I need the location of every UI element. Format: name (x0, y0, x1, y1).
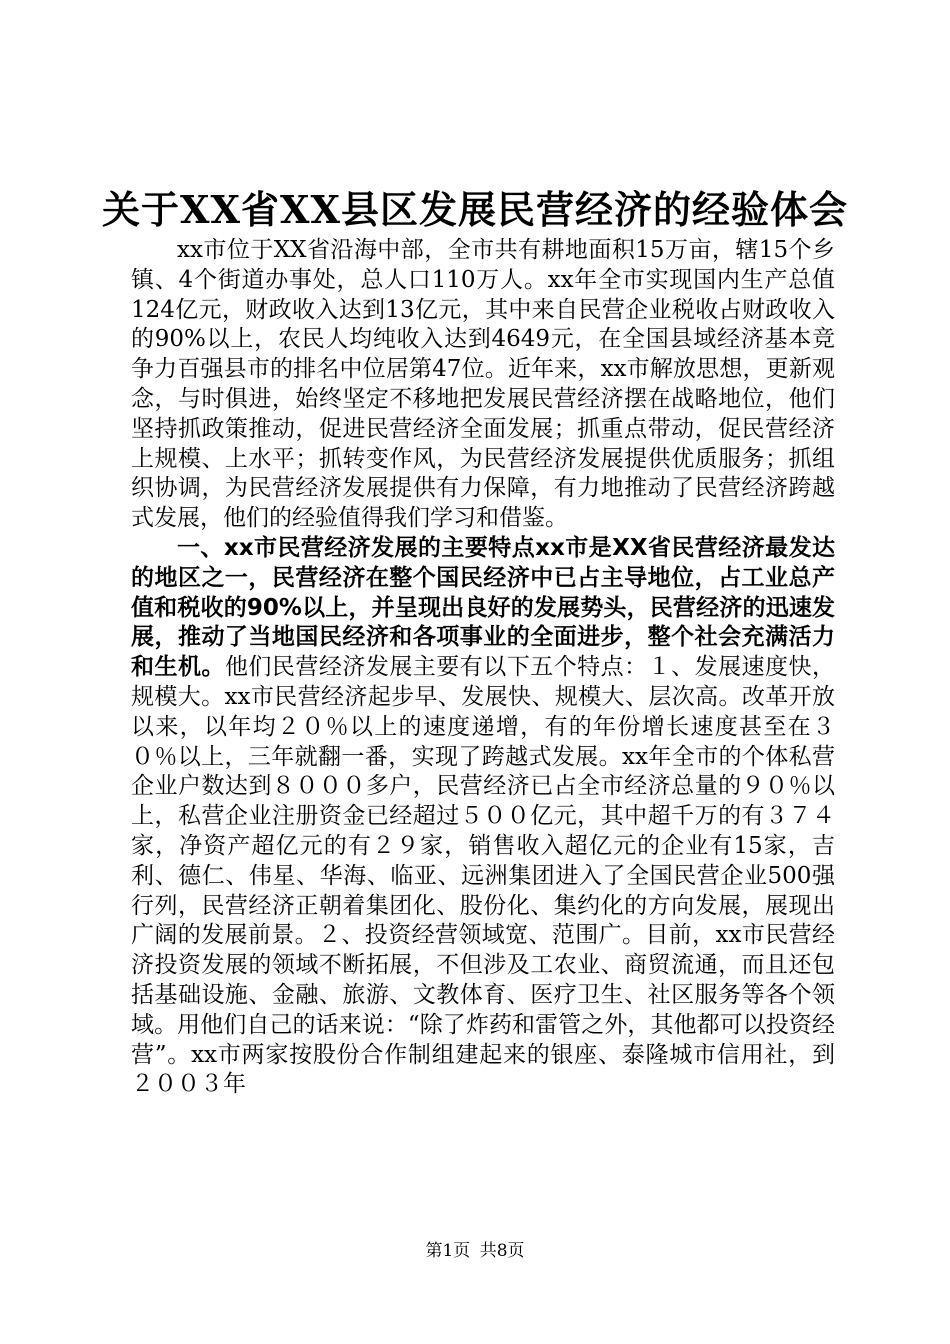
section-one-paragraph (131, 534, 835, 1100)
intro-paragraph: xx市位于XX省沿海中部，全市共有耕地面积15万亩，辖15个乡镇、4个街道办事处，总人口110万人。xx年全市实现国内生产总值124亿元，财政收入达到13亿元，其中来自民营企业税收占财政收入的90%以上，农民人均纯收入达到4649元，在全国县域经济基本竞争力百强县市的排名中位居第47位。近年来，xx市解放思想，更新观念，与时俱进，始终坚定不移地把发展民营经济摆在战略地位，他们坚持抓政策推动，促进民营经济全面发展；抓重点带动，促民营经济上规模、上水平；抓转变作风，为民营经济发展提供优质服务；抓组织协调，为民营经济发展提供有力保障，有力地推动了民营经济跨越式发展，他们的经验值得我们学习和借鉴。 (131, 237, 835, 532)
section-one-text: 他们民营经济发展主要有以下五个特点：１、发展速度快，规模大。xx市民营经济起步早、发展快、规模大、层次高。改革开放以来，以年均２０％以上的速度递增，有的年份增长速度甚至在３０％以上，三年就翻一番，实现了跨越式发展。xx年全市的个体私营企业户数达到８０００多户，民营经济已占全市经济总量的９０％以上，私营企业注册资金已经超过５００亿元，其中超千万的有３７４家，净资产超亿元的有２９家，销售收入超亿元的企业有15家，吉利、德仁、伟星、华海、临亚、远洲集团进入了全国民营企业500强行列，民营经济正朝着集团化、股份化、集约化的方向发展，展现出广阔的发展前景。２、投资经营领域宽、范围广。目前，xx市民营经济投资发展的领域不断拓展，不但涉及工农业、商贸流通，而且还包括基础设施、金融、旅游、文教体育、医疗卫生、社区服务等各个领域。用他们自己的话来说：“除了炸药和雷管之外，其他都可以投资经营”。xx市两家按股份合作制组建起来的银座、泰隆城市信用社，到２００３年 (131, 654, 836, 1098)
document-title: 关于XX省XX县区发展民营经济的经验体会 (102, 187, 848, 232)
page-total: 共8页 (479, 1241, 525, 1261)
document-body (131, 236, 835, 1100)
section-one-heading: 一、xx市民营经济发展的主要特点xx市是XX省民营经济最发达的地区之一，民营经济在整个国民经济中已占主导地位，占工业总产值和税收的90%以上，并呈现出良好的发展势头，民营经济的迅速发展，推动了当地国民经济和各项事业的全面进步，整个社会充满活力和生机。 (131, 534, 835, 681)
page-footer (0, 1240, 950, 1262)
page-number: 第1页 (425, 1241, 471, 1261)
